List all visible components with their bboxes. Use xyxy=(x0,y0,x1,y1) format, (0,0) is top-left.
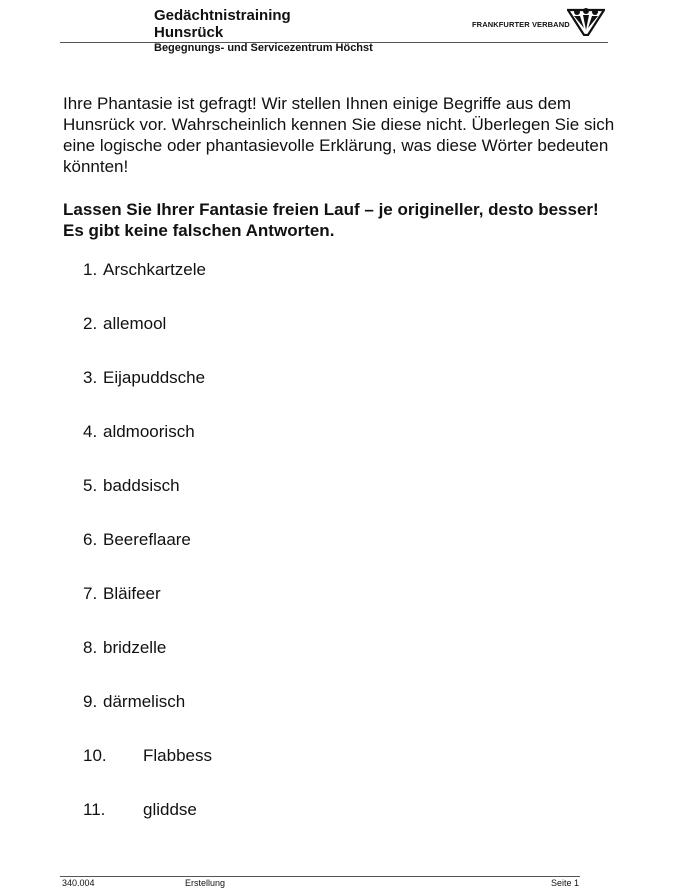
list-item-number: 6. xyxy=(83,530,98,549)
list-item-number: 5. xyxy=(83,476,98,495)
list-item-number: 10. xyxy=(83,746,107,765)
list-item-word: därmelisch xyxy=(103,692,186,711)
list-item-word: aldmoorisch xyxy=(103,422,195,441)
list-item-number: 2. xyxy=(83,314,98,333)
frankfurter-verband-logo-icon xyxy=(567,6,605,36)
list-item-word: Bläifeer xyxy=(103,584,161,603)
document-title xyxy=(154,7,291,41)
footer-divider xyxy=(60,876,580,877)
list-item-number: 4. xyxy=(83,422,98,441)
logo-text: FRANKFURTER VERBAND xyxy=(472,20,570,29)
footer-page-number: Seite 1 xyxy=(551,878,580,888)
footer-label: Erstellung xyxy=(185,878,226,888)
frankfurter-verband-logo xyxy=(472,6,608,36)
list-item-word: Beereflaare xyxy=(103,530,191,549)
list-item-number: 7. xyxy=(83,584,98,603)
list-item-word: Arschkartzele xyxy=(103,260,206,279)
list-item-number: 3. xyxy=(83,368,98,387)
list-item-word: bridzelle xyxy=(103,638,167,657)
list-item-number: 11. xyxy=(83,800,106,819)
document-title-line-2: Hunsrück xyxy=(154,24,224,41)
document-subtitle: Begegnungs- und Servicezentrum Höchst xyxy=(154,42,373,54)
list-item-number: 1. xyxy=(83,260,98,279)
intro-paragraph: Ihre Phantasie ist gefragt! Wir stellen Ihnen einige Begriffe aus dem Hunsrück vor. Wahrscheinlich kennen Sie diese nicht. Überlegen Sie sich eine logische oder phantasievolle Erklärung, was diese Wörter bedeuten könnten! xyxy=(63,94,615,176)
list-item-word: baddsisch xyxy=(103,476,180,495)
list-item-word: gliddse xyxy=(143,800,197,819)
list-item-word: Flabbess xyxy=(143,746,212,765)
document-title-line-1: Gedächtnistraining xyxy=(154,7,291,24)
list-item-number: 8. xyxy=(83,638,98,657)
list-item-number: 9. xyxy=(83,692,98,711)
footer-document-code: 340.004 xyxy=(62,878,95,888)
emphasis-paragraph: Lassen Sie Ihrer Fantasie freien Lauf – je origineller, desto besser! Es gibt keine falschen Antworten. xyxy=(63,200,599,240)
list-item-word: Eijapuddsche xyxy=(103,368,206,387)
list-item-word: allemool xyxy=(103,314,167,333)
